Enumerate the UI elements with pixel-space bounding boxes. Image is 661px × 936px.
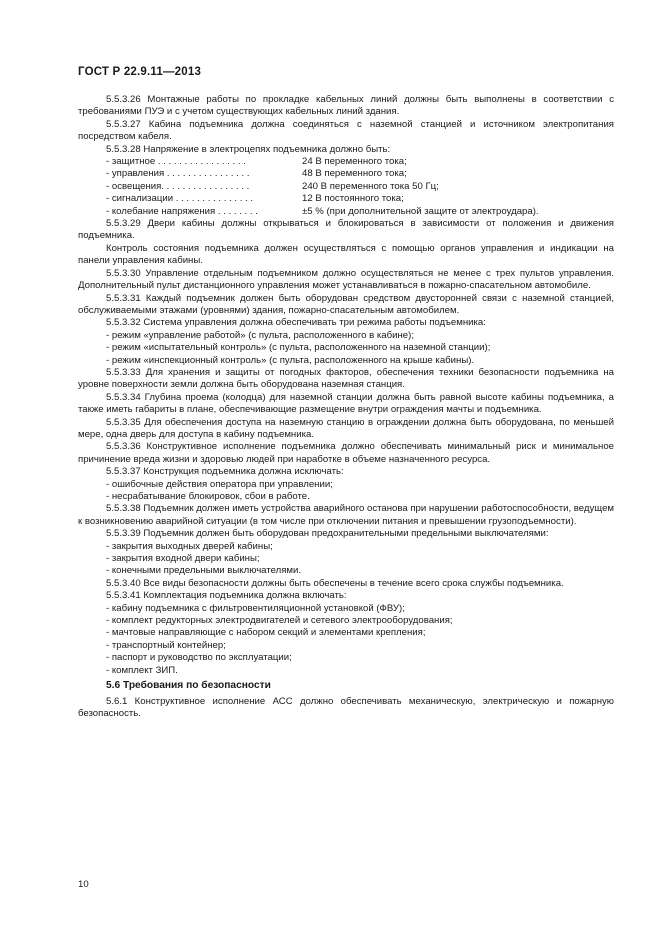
voltage-label: - колебание напряжения . . . . . . . .	[106, 205, 258, 217]
paragraph-5-5-3-27: 5.5.3.27 Кабина подъемника должна соединяться с наземной станцией и источником электропитания посредством кабеля.	[78, 118, 614, 143]
list-item: - режим «управление работой» (с пульта, расположенного в кабине);	[106, 329, 414, 341]
list-item: - несрабатывание блокировок, сбои в работе.	[106, 491, 310, 502]
voltage-value: ±5 % (при дополнительной защите от электроудара).	[302, 205, 539, 217]
paragraph-5-5-3-31: 5.5.3.31 Каждый подъемник должен быть оборудован средством двусторонней связи с наземной станцией, обслуживаемыми этажами (уровнями) здания, пожарно-спасательным автомобилем.	[78, 292, 614, 316]
paragraph-5-5-3-37: 5.5.3.37 Конструкция подъемника должна исключать:	[106, 466, 344, 478]
voltage-label: - освещения. . . . . . . . . . . . . . . . .	[106, 180, 250, 192]
voltage-row	[78, 168, 614, 180]
paragraph-5-5-3-26: 5.5.3.26 Монтажные работы по прокладке кабельных линий должны быть выполнены в соответствии с требованиями ПУЭ и с учетом существующих кабельных линий здания.	[78, 94, 614, 118]
paragraph-5-5-3-33: 5.5.3.33 Для хранения и защиты от погодных факторов, обеспечения техники безопасности подъемника на уровне поверхности земли должна быть оборудована наземная станция.	[78, 366, 614, 391]
list-item: - паспорт и руководство по эксплуатации;	[106, 652, 292, 664]
paragraph-5-6-1: 5.6.1 Конструктивное исполнение АСС должно обеспечивать механическую, электрическую и пожарную безопасность.	[78, 695, 614, 719]
document-body	[78, 94, 614, 720]
list-item: - режим «инспекционный контроль» (с пульта, расположенного на крыше кабины).	[106, 354, 475, 366]
voltage-label: - защитное . . . . . . . . . . . . . . . . .	[106, 156, 246, 168]
paragraph-5-5-3-29-control: Контроль состояния подъемника должен осуществляться с помощью органов управления и индикации на панели управления кабины.	[78, 242, 614, 267]
voltage-row	[78, 181, 614, 193]
paragraph-5-5-3-39: 5.5.3.39 Подъемник должен быть оборудован предохранительными предельными выключателями:	[106, 528, 549, 540]
paragraph-5-5-3-38: 5.5.3.38 Подъемник должен иметь устройства аварийного останова при нарушении работоспособности, ведущем к возникновению аварийной ситуации (в том числе при отключении питания и превышении грузоподъемности).	[78, 503, 615, 527]
paragraph-5-5-3-36: 5.5.3.36 Конструктивное исполнение подъемника должно обеспечивать минимальный риск и минимальное причинение вреда жизни и здоровью людей при наработке в объеме назначенного ресурса.	[78, 441, 614, 465]
list-item: - ошибочные действия оператора при управлении;	[106, 478, 333, 490]
paragraph-5-5-3-41: 5.5.3.41 Комплектация подъемника должна включать:	[106, 590, 347, 602]
list-item: - транспортный контейнер;	[106, 639, 226, 651]
paragraph-5-5-3-29: 5.5.3.29 Двери кабины должны открываться и блокироваться в зависимости от положения и движения подъемника.	[78, 218, 614, 242]
list-item: - конечными предельными выключателями.	[106, 565, 302, 577]
paragraph-5-5-3-34: 5.5.3.34 Глубина проема (колодца) для наземной станции должна быть равной высоте кабины подъемника, а также иметь габариты в плане, обеспечивающие размещение внутри ограждения мачты и подъемника.	[78, 391, 614, 416]
list-item: - закрытия выходных дверей кабины;	[106, 540, 273, 552]
list-item: - закрытия входной двери кабины;	[106, 553, 260, 565]
list-item: - режим «испытательный контроль» (с пульта, расположенного на наземной станции);	[106, 342, 491, 354]
voltage-label: - сигнализации . . . . . . . . . . . . . . .	[106, 193, 254, 205]
voltage-value: 240 В переменного тока 50 Гц;	[302, 180, 439, 192]
page-number: 10	[78, 879, 89, 890]
voltage-value: 48 В переменного тока;	[302, 168, 407, 180]
list-item: - комплект редукторных электродвигателей и сетевого электрооборудования;	[106, 615, 453, 627]
paragraph-5-5-3-28: 5.5.3.28 Напряжение в электроцепях подъемника должно быть:	[106, 143, 391, 155]
paragraph-5-5-3-40: 5.5.3.40 Все виды безопасности должны быть обеспечены в течение всего срока службы подъемника.	[106, 577, 564, 589]
voltage-row	[78, 206, 614, 218]
document-header: ГОСТ Р 22.9.11—2013	[78, 66, 202, 78]
voltage-label: - управления . . . . . . . . . . . . . . . .	[106, 168, 250, 180]
voltage-row	[78, 156, 614, 168]
voltage-row	[78, 193, 614, 205]
voltage-value: 12 В постоянного тока;	[302, 193, 404, 205]
paragraph-5-5-3-32: 5.5.3.32 Система управления должна обеспечивать три режима работы подъемника:	[106, 317, 486, 329]
voltage-value: 24 В переменного тока;	[302, 156, 407, 168]
list-item: - мачтовые направляющие с набором секций и элементами крепления;	[106, 627, 426, 639]
list-item: - комплект ЗИП.	[106, 664, 178, 676]
paragraph-5-5-3-35: 5.5.3.35 Для обеспечения доступа на наземную станцию в ограждении должна быть оборудована, по меньшей мере, одна дверь для доступа в кабину подъемника.	[78, 416, 614, 440]
list-item: - кабину подъемника с фильтровентиляционной установкой (ФВУ);	[106, 602, 405, 614]
section-title: 5.6 Требования по безопасности	[106, 680, 271, 692]
paragraph-5-5-3-30: 5.5.3.30 Управление отдельным подъемником должно осуществляться не менее с трех пультов управления. Дополнительный пульт дистанционного управления может устанавливаться в пожарно-спасательном автомобиле.	[78, 267, 614, 292]
